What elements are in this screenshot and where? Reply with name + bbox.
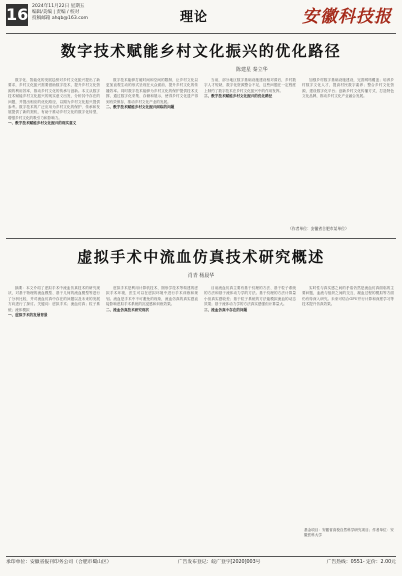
article2-fund-note: 基金项目：安徽省高校自然科学研究项目；作者单位：安徽医科大学 [304, 528, 394, 537]
article2-subhead-3: 三、流血仿真中存在的问题 [204, 307, 248, 312]
article2-column-3 [204, 286, 296, 552]
article1-title: 数字技术赋能乡村文化振兴的优化路径 [60, 42, 342, 60]
article1-body-1: 数字化、智能化的发展趋势对乡村文化振兴提出了新要求，乡村文化振兴需要借助数字技术，提升乡村文化资源的利用效率，推动乡村文化的传承与创新。本文从数字技术赋能乡村文化振兴的现实意义出发，分析其中存在的问题，并提出相应的优化路径，以期为乡村文化振兴提供参考。数字技术的广泛应用为乡村文化的保护、传承和发展提供了新的契机，有助于推动乡村文化的数字化转型，增强乡村文化的吸引力和影响力。 [8, 78, 100, 120]
article1-body-4: 加强乡村数字基础设施建设，完善网络覆盖；培养乡村数字文化人才，提高村民数字素养；整合乡村文化资源，建设数字化平台；创新乡村文化传播方式，打造特色文化品牌，推动乡村文化产业融合发展。 [302, 78, 394, 99]
article1-column-3 [204, 78, 296, 228]
footer-printer: 承印单位：安徽省报刊印务公司（合肥市蜀山区） [6, 560, 112, 565]
article-divider [6, 238, 396, 239]
article1-subhead-2: 二、数字技术赋能乡村文化振兴面临的问题 [106, 105, 175, 110]
article1-column-4 [302, 78, 394, 220]
article1-subhead-1: 一、数字技术赋能乡村文化振兴的现实意义 [8, 121, 77, 126]
page-footer [6, 556, 396, 569]
page-header [0, 0, 402, 34]
article1-author: 陈建星 秦立华 [236, 67, 268, 73]
header-rule [6, 33, 396, 34]
article2-title: 虚拟手术中流血仿真技术研究概述 [77, 248, 325, 266]
article2-abstract: 摘要：本文介绍了虚拟手术中流血仿真技术的研究现状，对基于物理的流血模型、基于几何的流血模型等进行了分析比较，并对流血仿真中存在的问题以及未来的发展方向进行了探讨。关键词：虚拟手术；流血仿真；粒子系统；流体模拟 [8, 286, 100, 312]
article2-subhead-1: 一、虚拟手术的发展背景 [8, 313, 48, 318]
article2-column-4 [302, 286, 394, 522]
article2-author: 肖青 杨晨华 [187, 273, 215, 279]
article1-body-2: 数字技术能够打破时间和空间的限制，让乡村文化以更加直观生动的形式呈现在大众面前，提升乡村文化的传播效率。同时数字技术能够为乡村文化的保护提供技术支撑，通过数字化采集、存储和展示，使得乡村文化遗产得到有效保存，推动乡村文化产业的发展。 [106, 78, 198, 104]
article1-body-3: 当前，部分地区数字基础设施建设相对滞后，乡村数字人才短缺，数字化资源整合不足，这些问题在一定程度上制约了数字技术在乡村文化振兴中的作用发挥。 [204, 78, 296, 93]
article2-body-2: 虚拟手术是利用计算机技术、图形学技术等构建的虚拟手术环境，医生可以在虚拟环境中进行手术训练和规划。流血是手术中不可避免的现象，流血仿真的真实感直接影响虚拟手术系统的沉浸感和训练效果。 [106, 286, 198, 307]
footer-price: 广告热线：0551- 定价：2.00元 [326, 560, 396, 565]
article2-subhead-2: 二、流血仿真技术研究现状 [106, 307, 150, 312]
page-number: 16 [6, 5, 29, 24]
article1-unit-note: （作者单位：安徽省合肥市某单位） [288, 226, 349, 231]
contact-email: 投稿邮箱 ahqb@163.com [32, 16, 89, 21]
issue-date: 2024年11月22日 星期五 [32, 4, 85, 9]
article2-column-1 [8, 286, 100, 552]
masthead-logo: 安徽科技报 [302, 7, 392, 27]
article1-column-1 [8, 78, 100, 228]
article1-column-2 [106, 78, 198, 228]
article1-subhead-3: 三、数字技术赋能乡村文化振兴的优化路径 [204, 94, 273, 99]
footer-ad-license: 广告发布登记：皖广登字[2020]003号 [177, 560, 261, 565]
section-title: 理论 [180, 10, 209, 25]
article2-body-3: 目前流血仿真主要有基于纹理的方法、基于粒子系统的方法和基于流体动力学的方法。基于纹理的方法计算量小但真实感较差；基于粒子系统的方法能模拟流血的动态效果；基于流体动力学的方法真实感强但计算量大。 [204, 286, 296, 307]
article2-body-4: 实时性与真实感之间的矛盾仍然是流血仿真面临的主要问题，血液与组织之间的交互、凝血过程的模拟等方面仍有待深入研究。未来可结合GPU并行计算和深度学习等技术提升仿真效果。 [302, 286, 394, 307]
editor-line: 编辑/美编 | 责编 / 校对 [32, 10, 80, 15]
issue-meta [32, 4, 88, 22]
article2-column-2 [106, 286, 198, 552]
